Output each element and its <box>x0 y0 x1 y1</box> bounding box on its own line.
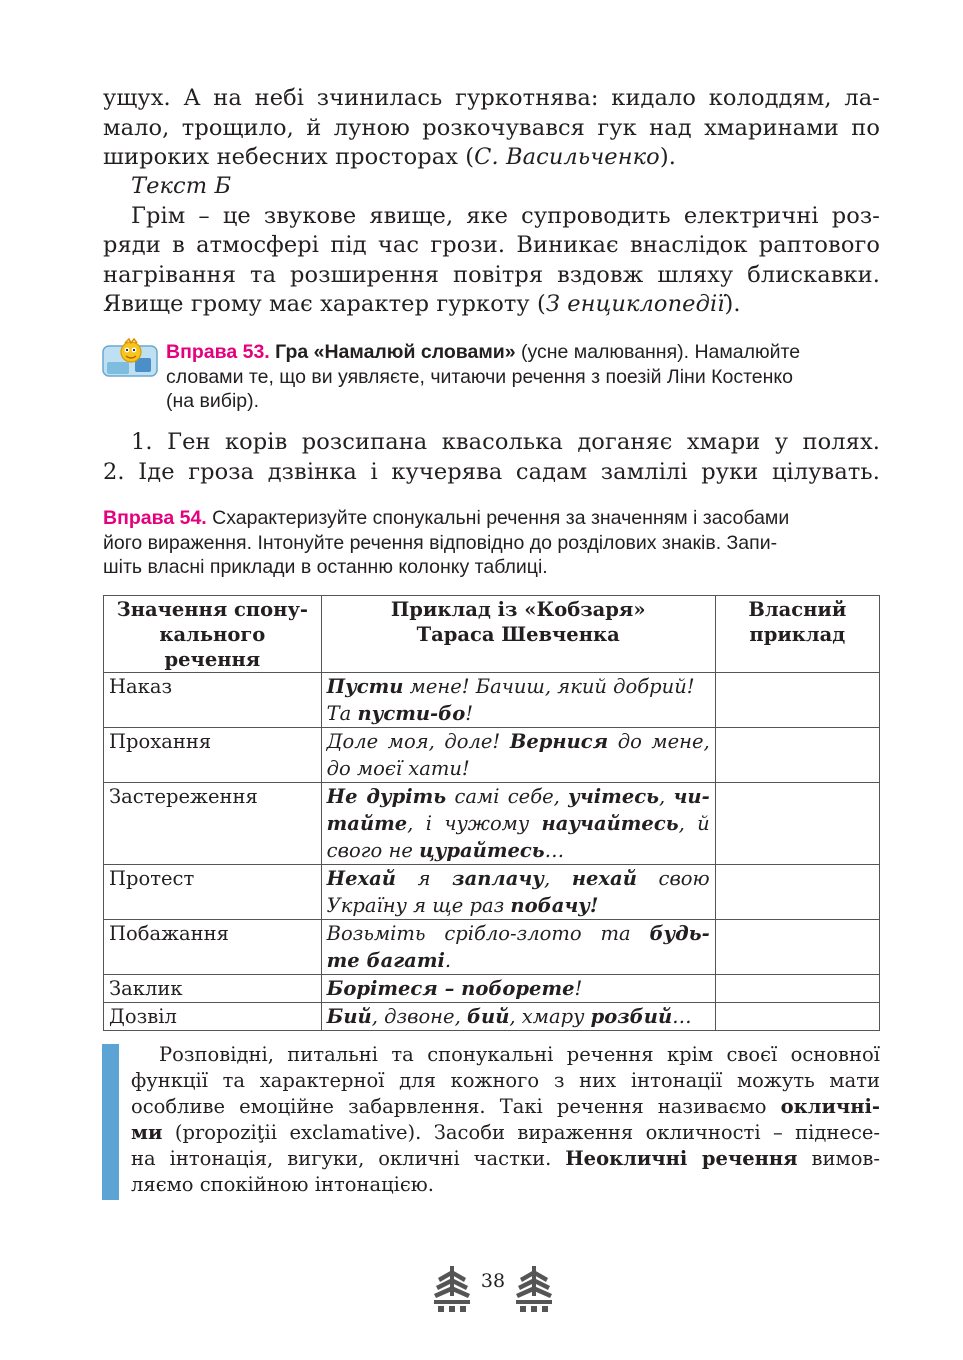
meaning-cell: Наказ <box>104 673 322 728</box>
term-exclamative: окличні- <box>780 1095 880 1118</box>
text-a-paragraph <box>103 84 880 173</box>
author-name: С. Васильченко <box>474 144 660 170</box>
table-row <box>104 865 880 920</box>
rule-line: ляємо спокійною інтонацією. <box>131 1173 434 1196</box>
text-b-heading: Текст Б <box>131 173 232 199</box>
own-example-cell[interactable] <box>715 1003 879 1031</box>
meaning-cell: Прохання <box>104 728 322 783</box>
rule-line: ми (propoziţii exclamative). Засоби вираження окличності – піднесе- <box>131 1121 880 1144</box>
table-row <box>104 1003 880 1031</box>
exercise-text-line: словами те, що ви уявляєте, читаючи речення з поезій Ліни Костенко <box>166 365 794 388</box>
column-header-own-example: Власний приклад <box>715 596 879 673</box>
meaning-cell: Застереження <box>104 783 322 865</box>
game-mascot-icon <box>101 338 161 380</box>
rule-line: функції та характерної для кожного з них інтонації можуть мати <box>131 1069 880 1092</box>
poem-line: 2. Іде гроза дзвінка і кучерява садам замлілі руки цілувать. <box>103 458 880 485</box>
meaning-cell: Дозвіл <box>104 1003 322 1031</box>
example-cell: Бий, дзвоне, бий, хмару розбий… <box>321 1003 715 1031</box>
text-b-paragraph <box>103 172 880 320</box>
exercise-text-line: (на вибір). <box>166 390 260 412</box>
own-example-cell[interactable] <box>715 673 879 728</box>
imperative-sentences-table <box>103 595 880 1031</box>
page-footer <box>430 1264 556 1314</box>
column-header-example: Приклад із «Кобзаря» Тараса Шевченка <box>321 596 715 673</box>
own-example-cell[interactable] <box>715 920 879 975</box>
table-row <box>104 728 880 783</box>
example-cell: Возьміть срібло-злото та будь- те багаті. <box>321 920 715 975</box>
table-header-row <box>104 596 880 673</box>
source-name: З енциклопедії <box>545 291 725 317</box>
poem-lines <box>103 428 880 487</box>
term-non-exclamative: Неокличні речення <box>565 1147 798 1170</box>
exercise-53: Вправа 53. Гра «Намалюй словами» (усне малювання). Намалюйте словами те, що ви уявляєте, читаючи речення з поезій Ліни Костенко (на вибір). <box>166 340 880 414</box>
exercise-title: Гра «Намалюй словами» <box>275 341 516 363</box>
exercise-text-line: його вираження. Інтонуйте речення відповідно до розділових знаків. Запи- <box>103 531 778 554</box>
table-row <box>104 783 880 865</box>
meaning-cell: Заклик <box>104 975 322 1003</box>
rule-line: на інтонація, вигуки, окличні частки. Неокличні речення вимов- <box>131 1147 881 1170</box>
text-line: мало, трощило, й луною розкочувався гук над хмаринами по <box>103 114 880 141</box>
exercise-text-line: шіть власні приклади в останню колонку таблиці. <box>103 556 548 578</box>
exercise-label: Вправа 54. <box>103 507 207 529</box>
column-header-meaning: Значення спону- кального речення <box>104 596 322 673</box>
own-example-cell[interactable] <box>715 728 879 783</box>
own-example-cell[interactable] <box>715 975 879 1003</box>
page-number: 38 <box>480 1270 506 1292</box>
ornament-left-icon <box>430 1264 474 1314</box>
table-row <box>104 920 880 975</box>
text-line: широких небесних просторах (С. Васильченко). <box>103 144 676 170</box>
example-cell: Доле моя, доле! Вернися до мене, до моєї хати! <box>321 728 715 783</box>
meaning-cell: Протест <box>104 865 322 920</box>
text-line: нагрівання та розширення повітря вздовж шляху блискавки. <box>103 261 880 288</box>
table-row <box>104 975 880 1003</box>
grammar-rule <box>131 1042 880 1198</box>
rule-line: особливе емоційне забарвлення. Такі речення називаємо окличні- <box>131 1095 880 1118</box>
example-cell: Нехай я заплачу, нехай свою Україну я ще раз побачу! <box>321 865 715 920</box>
text-line: ущух. А на небі зчинилась гуркотнява: кидало колоддям, ла- <box>103 85 880 111</box>
example-cell: Пусти мене! Бачиш, який добрий! Та пусти-бо! <box>321 673 715 728</box>
text-line: Явище грому має характер гуркоту (З енциклопедії). <box>103 291 741 317</box>
meaning-cell: Побажання <box>104 920 322 975</box>
rule-accent-bar <box>102 1044 119 1200</box>
poem-line: 1. Ген корів розсипана квасолька доганяє хмари у полях. <box>131 429 880 455</box>
ornament-right-icon <box>512 1264 556 1314</box>
exercise-54: Вправа 54. Схарактеризуйте спонукальні речення за значенням і засобами його вираження. Інтонуйте речення відповідно до розділових знаків. Запи- шіть власні приклади в останню колонку таблиці. <box>103 506 880 580</box>
table-row <box>104 673 880 728</box>
text-line: ряди в атмосфері під час грози. Виникає внаслідок раптового <box>103 232 880 258</box>
own-example-cell[interactable] <box>715 865 879 920</box>
example-cell: Не дуріть самі себе, учітесь, чи- тайте, і чужому научайтесь, й свого не цурайтесь… <box>321 783 715 865</box>
example-cell: Борітеся – поборете! <box>321 975 715 1003</box>
exercise-label: Вправа 53. <box>166 341 270 363</box>
own-example-cell[interactable] <box>715 783 879 865</box>
text-line: Грім – це звукове явище, яке супроводить електричні роз- <box>131 202 880 229</box>
rule-line: Розповідні, питальні та спонукальні речення крім своєї основної <box>159 1043 880 1066</box>
